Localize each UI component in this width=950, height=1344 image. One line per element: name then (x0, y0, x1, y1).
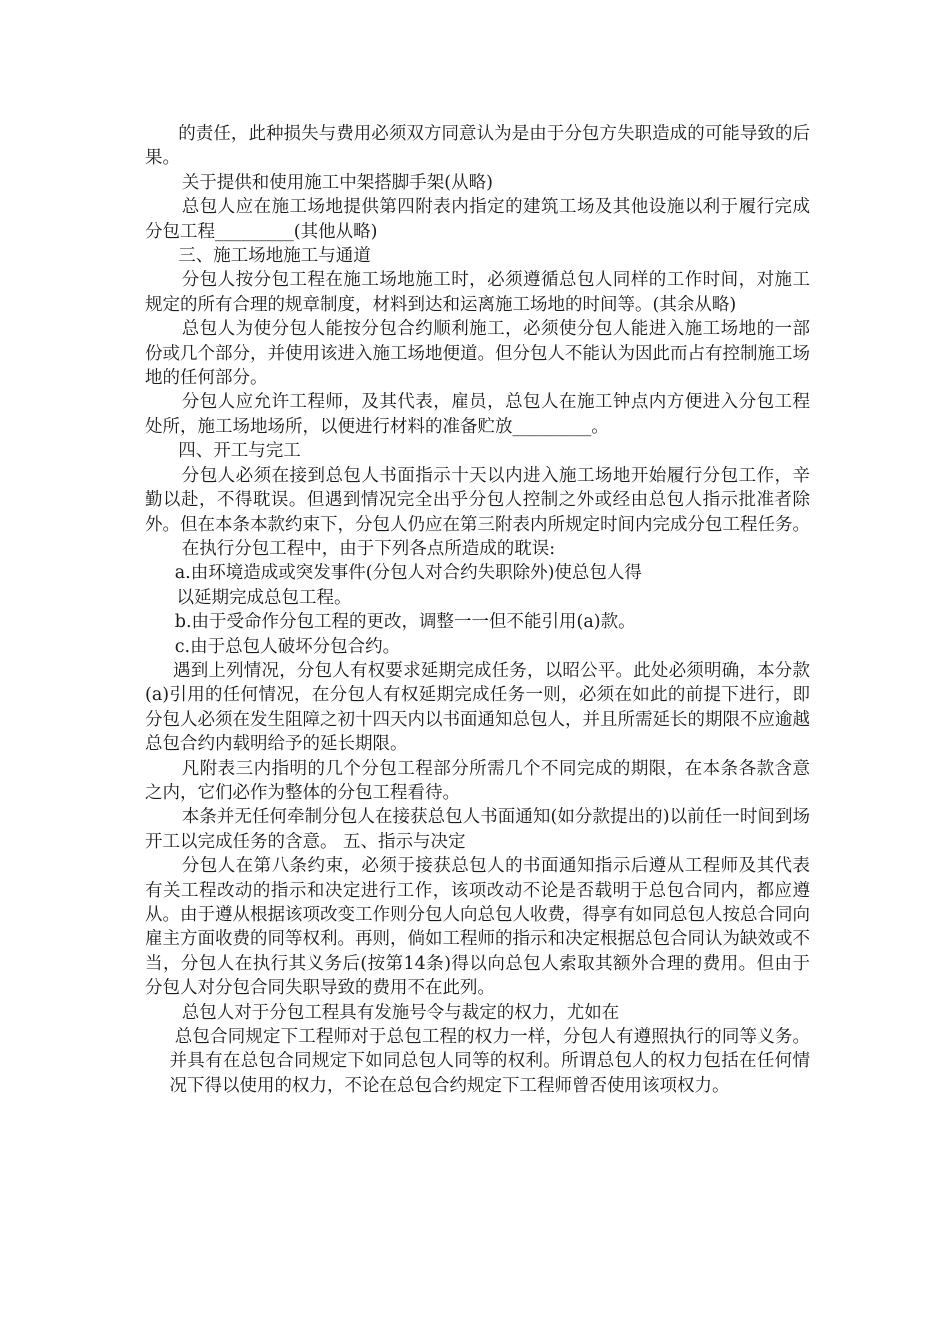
paragraph-19: 总包人对于分包工程具有发施号令与裁定的权力，尤如在 (181, 1002, 620, 1023)
list-item-a: a.由环境造成或突发事件(分包人对合约失职除外)使总包人得 (174, 563, 642, 584)
paragraph-10: 在执行分包工程中，由于下列各点所造成的耽误: (181, 538, 556, 559)
paragraph-7: 分包人应允许工程师，及其代表，雇员，总包人在施工钟点内方便进入分包工程处所，施工场地场所，以便进行材料的准备贮放_________。 (145, 392, 810, 437)
paragraph-3: 总包人应在施工场地提供第四附表内指定的建筑工场及其他设施以利于履行完成分包工程_________(其他从略) (145, 197, 810, 242)
document-body (145, 122, 810, 1098)
paragraph-9: 分包人必须在接到总包人书面指示十天以内进入施工场地开始履行分包工作，辛勤以赴，不得耽误。但遇到情况完全出乎分包人控制之外或经由总包人指示批准者除外。但在本条本款约束下，分包人仍应在第三附表内所规定时间内完成分包工程任务。 (145, 465, 810, 535)
paragraph-15: 遇到上列情况，分包人有权要求延期完成任务，以昭公平。此处必须明确，本分款(a)引用的任何情况，在分包人有权延期完成任务一则，必须在如此的前提下进行，即分包人必须在发生阻障之初十四天内以书面通知总包人，并且所需延长的期限不应逾越总包合约内载明给予的延长期限。 (145, 660, 810, 755)
list-item-a-cont: 以延期完成总包工程。 (176, 587, 352, 608)
paragraph-20: 总包合同规定下工程师对于总包工程的权力一样，分包人有遵照执行的同等义务。并具有在总包合同规定下如同总包人同等的权利。所谓总包人的权力包括在任何情况下得以使用的权力，不论在总包合约规定下工程师曾否使用该项权力。 (169, 1027, 810, 1096)
paragraph-2: 关于提供和使用施工中架搭脚手架(从略) (181, 172, 493, 193)
list-item-c: c.由于总包人破坏分包合约。 (174, 636, 401, 657)
section-heading-4: 四、开工与完工 (178, 441, 301, 462)
paragraph-16: 凡附表三内指明的几个分包工程部分所需几个不同完成的期限，在本条各款含意之内，它们必作为整体的分包工程看待。 (145, 758, 810, 803)
paragraph-5: 分包人按分包工程在施工场地施工时，必须遵循总包人同样的工作时间，对施工规定的所有合理的规章制度，材料到达和运离施工场地的时间等。(其余从略) (145, 270, 810, 315)
paragraph-17: 本条并无任何牵制分包人在接获总包人书面通知(如分款提出的)以前任一时间到场开工以完成任务的含意。 五、指示与决定 (145, 807, 810, 852)
list-item-b: b.由于受命作分包工程的更改，调整一一但不能引用(a)款。 (174, 612, 636, 633)
section-heading-3: 三、施工场地施工与通道 (178, 246, 371, 267)
paragraph-6: 总包人为使分包人能按分包合约顺利施工，必须使分包人能进入施工场地的一部份或几个部分，并使用该进入施工场地便道。但分包人不能认为因此而占有控制施工场地的任何部分。 (145, 319, 810, 389)
paragraph-18: 分包人在第八条约束，必须于接获总包人的书面通知指示后遵从工程师及其代表有关工程改动的指示和决定进行工作，该项改动不论是否载明于总包合同内，都应遵从。由于遵从根据该项改变工作则分包人向总包人收费，得享有如同总包人按总合同向雇主方面收费的同等权利。再则，倘如工程师的指示和决定根据总包合同认为缺效或不当，分包人在执行其义务后(按第14条)得以向总包人索取其额外合理的费用。但由于分包人对分包合同失职导致的费用不在此列。 (145, 856, 810, 999)
paragraph-1: 的责任，此种损失与费用必须双方同意认为是由于分包方失职造成的可能导致的后果。 (145, 124, 810, 169)
